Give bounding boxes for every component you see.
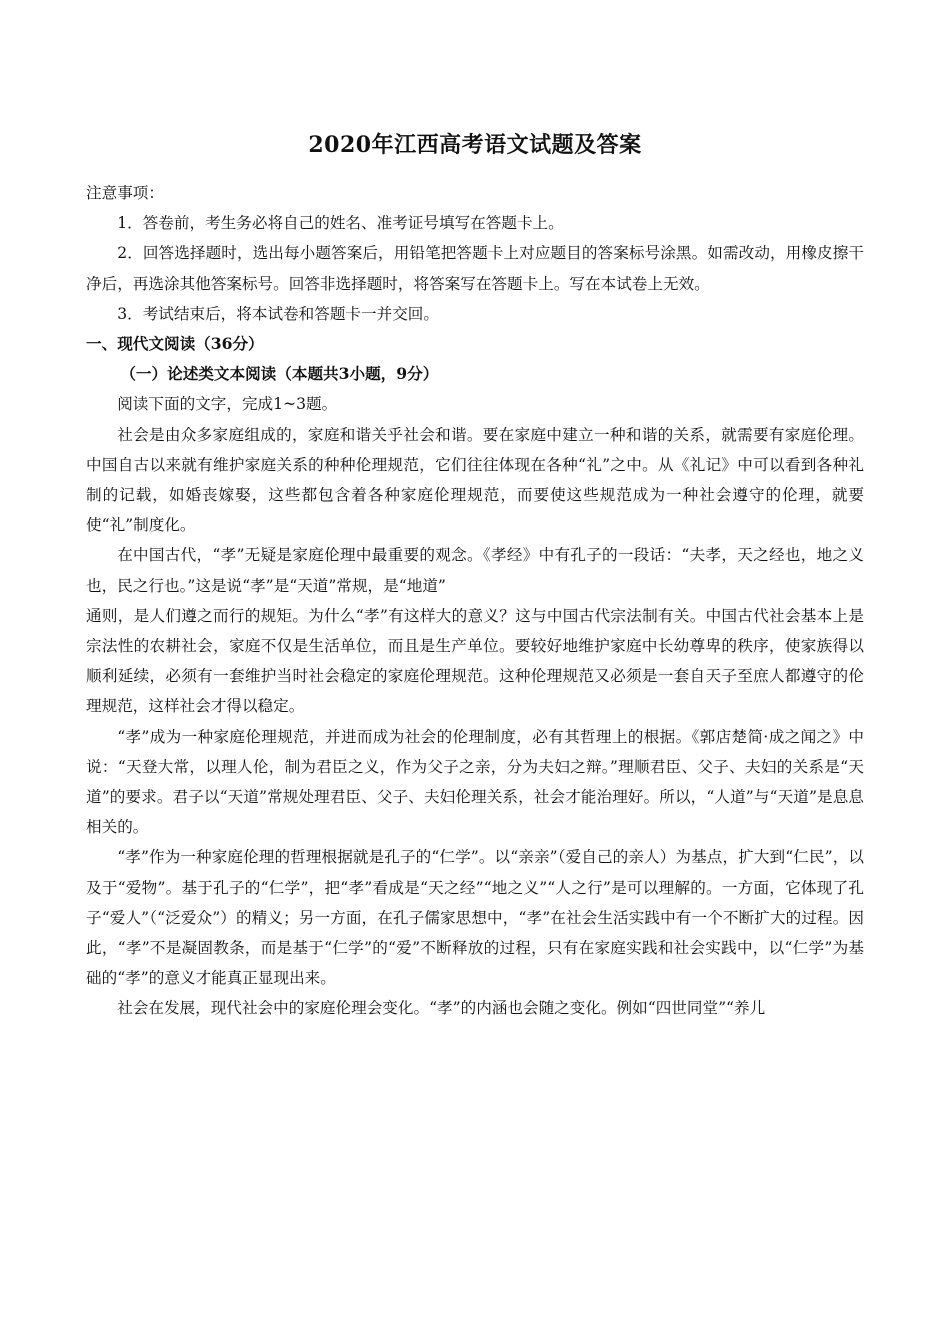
- notice-item-1: 1．答卷前，考生务必将自己的姓名、准考证号填写在答题卡上。: [117, 214, 564, 233]
- notice-item-2: 2．回答选择题时，选出每小题答案后，用铅笔把答题卡上对应题目的答案标号涂黑。如需改动，用橡皮擦干净后，再选涂其他答案标号。回答非选择题时，将答案写在答题卡上。写在本试卷上无效。: [86, 244, 864, 293]
- passage-paragraph-5: 社会在发展，现代社会中的家庭伦理会变化。“孝”的内涵也会随之变化。例如“四世同堂”“养儿: [117, 999, 766, 1018]
- passage-paragraph-2-continued: 通则，是人们遵之而行的规矩。为什么“孝”有这样大的意义？这与中国古代宗法制有关。中国古代社会基本上是宗法性的农耕社会，家庭不仅是生活单位，而且是生产单位。要较好地维护家庭中长幼尊卑的秩序，使家族得以顺利延续，必须有一套维护当时社会稳定的家庭伦理规范。这种伦理规范又必须是一套自天子至庶人都遵守的伦理规范，这样社会才得以稳定。: [86, 606, 864, 716]
- notice-item-3: 3．考试结束后，将本试卷和答题卡一并交回。: [117, 304, 439, 323]
- page-title: 2020年江西高考语文试题及答案: [308, 132, 642, 158]
- section-heading: 一、现代文阅读（36分）: [86, 334, 264, 354]
- passage-paragraph-2: 在中国古代，“孝”无疑是家庭伦理中最重要的观念。《孝经》中有孔子的一段话：“夫孝，天之经也，地之义也，民之行也。”这是说“孝”是“天道”常规，是“地道”: [86, 546, 864, 595]
- subsection-heading: （一）论述类文本阅读（本题共3小题，9分）: [120, 364, 439, 384]
- notice-heading: 注意事项：: [86, 184, 164, 202]
- passage-paragraph-1: 社会是由众多家庭组成的，家庭和谐关乎社会和谐。要在家庭中建立一种和谐的关系，就需要有家庭伦理。中国自古以来就有维护家庭关系的种种伦理规范，它们往往体现在各种“礼”之中。从《礼记》中可以看到各种礼制的记载，如婚丧嫁娶，这些都包含着各种家庭伦理规范，而要使这些规范成为一种社会遵守的伦理，就要使“礼”制度化。: [86, 425, 864, 535]
- passage-paragraph-3: “孝”成为一种家庭伦理规范，并进而成为社会的伦理制度，必有其哲理上的根据。《郭店楚简·成之闻之》中说：“天登大常，以理人伦，制为君臣之义，作为父子之亲，分为夫妇之辩。”理顺君臣、父子、夫妇的关系是“天道”的要求。君子以“天道”常规处理君臣、父子、夫妇伦理关系，社会才能治理好。所以，“人道”与“天道”是息息相关的。: [86, 727, 864, 837]
- reading-instruction: 阅读下面的文字，完成1~3题。: [117, 395, 338, 414]
- passage-paragraph-4: “孝”作为一种家庭伦理的哲理根据就是孔子的“仁学”。以“亲亲”（爱自己的亲人）为基点，扩大到“仁民”，以及于“爱物”。基于孔子的“仁学”，把“孝”看成是“天之经”“地之义”“人之行”是可以理解的。一方面，它体现了孔子“爱人”（“泛爱众”）的精义；另一方面，在孔子儒家思想中，“孝”在社会生活实践中有一个不断扩大的过程。因此，“孝”不是凝固教条，而是基于“仁学”的“爱”不断释放的过程，只有在家庭实践和社会实践中，以“仁学”为基础的“孝”的意义才能真正显现出来。: [86, 848, 864, 988]
- document-body: [86, 178, 864, 1024]
